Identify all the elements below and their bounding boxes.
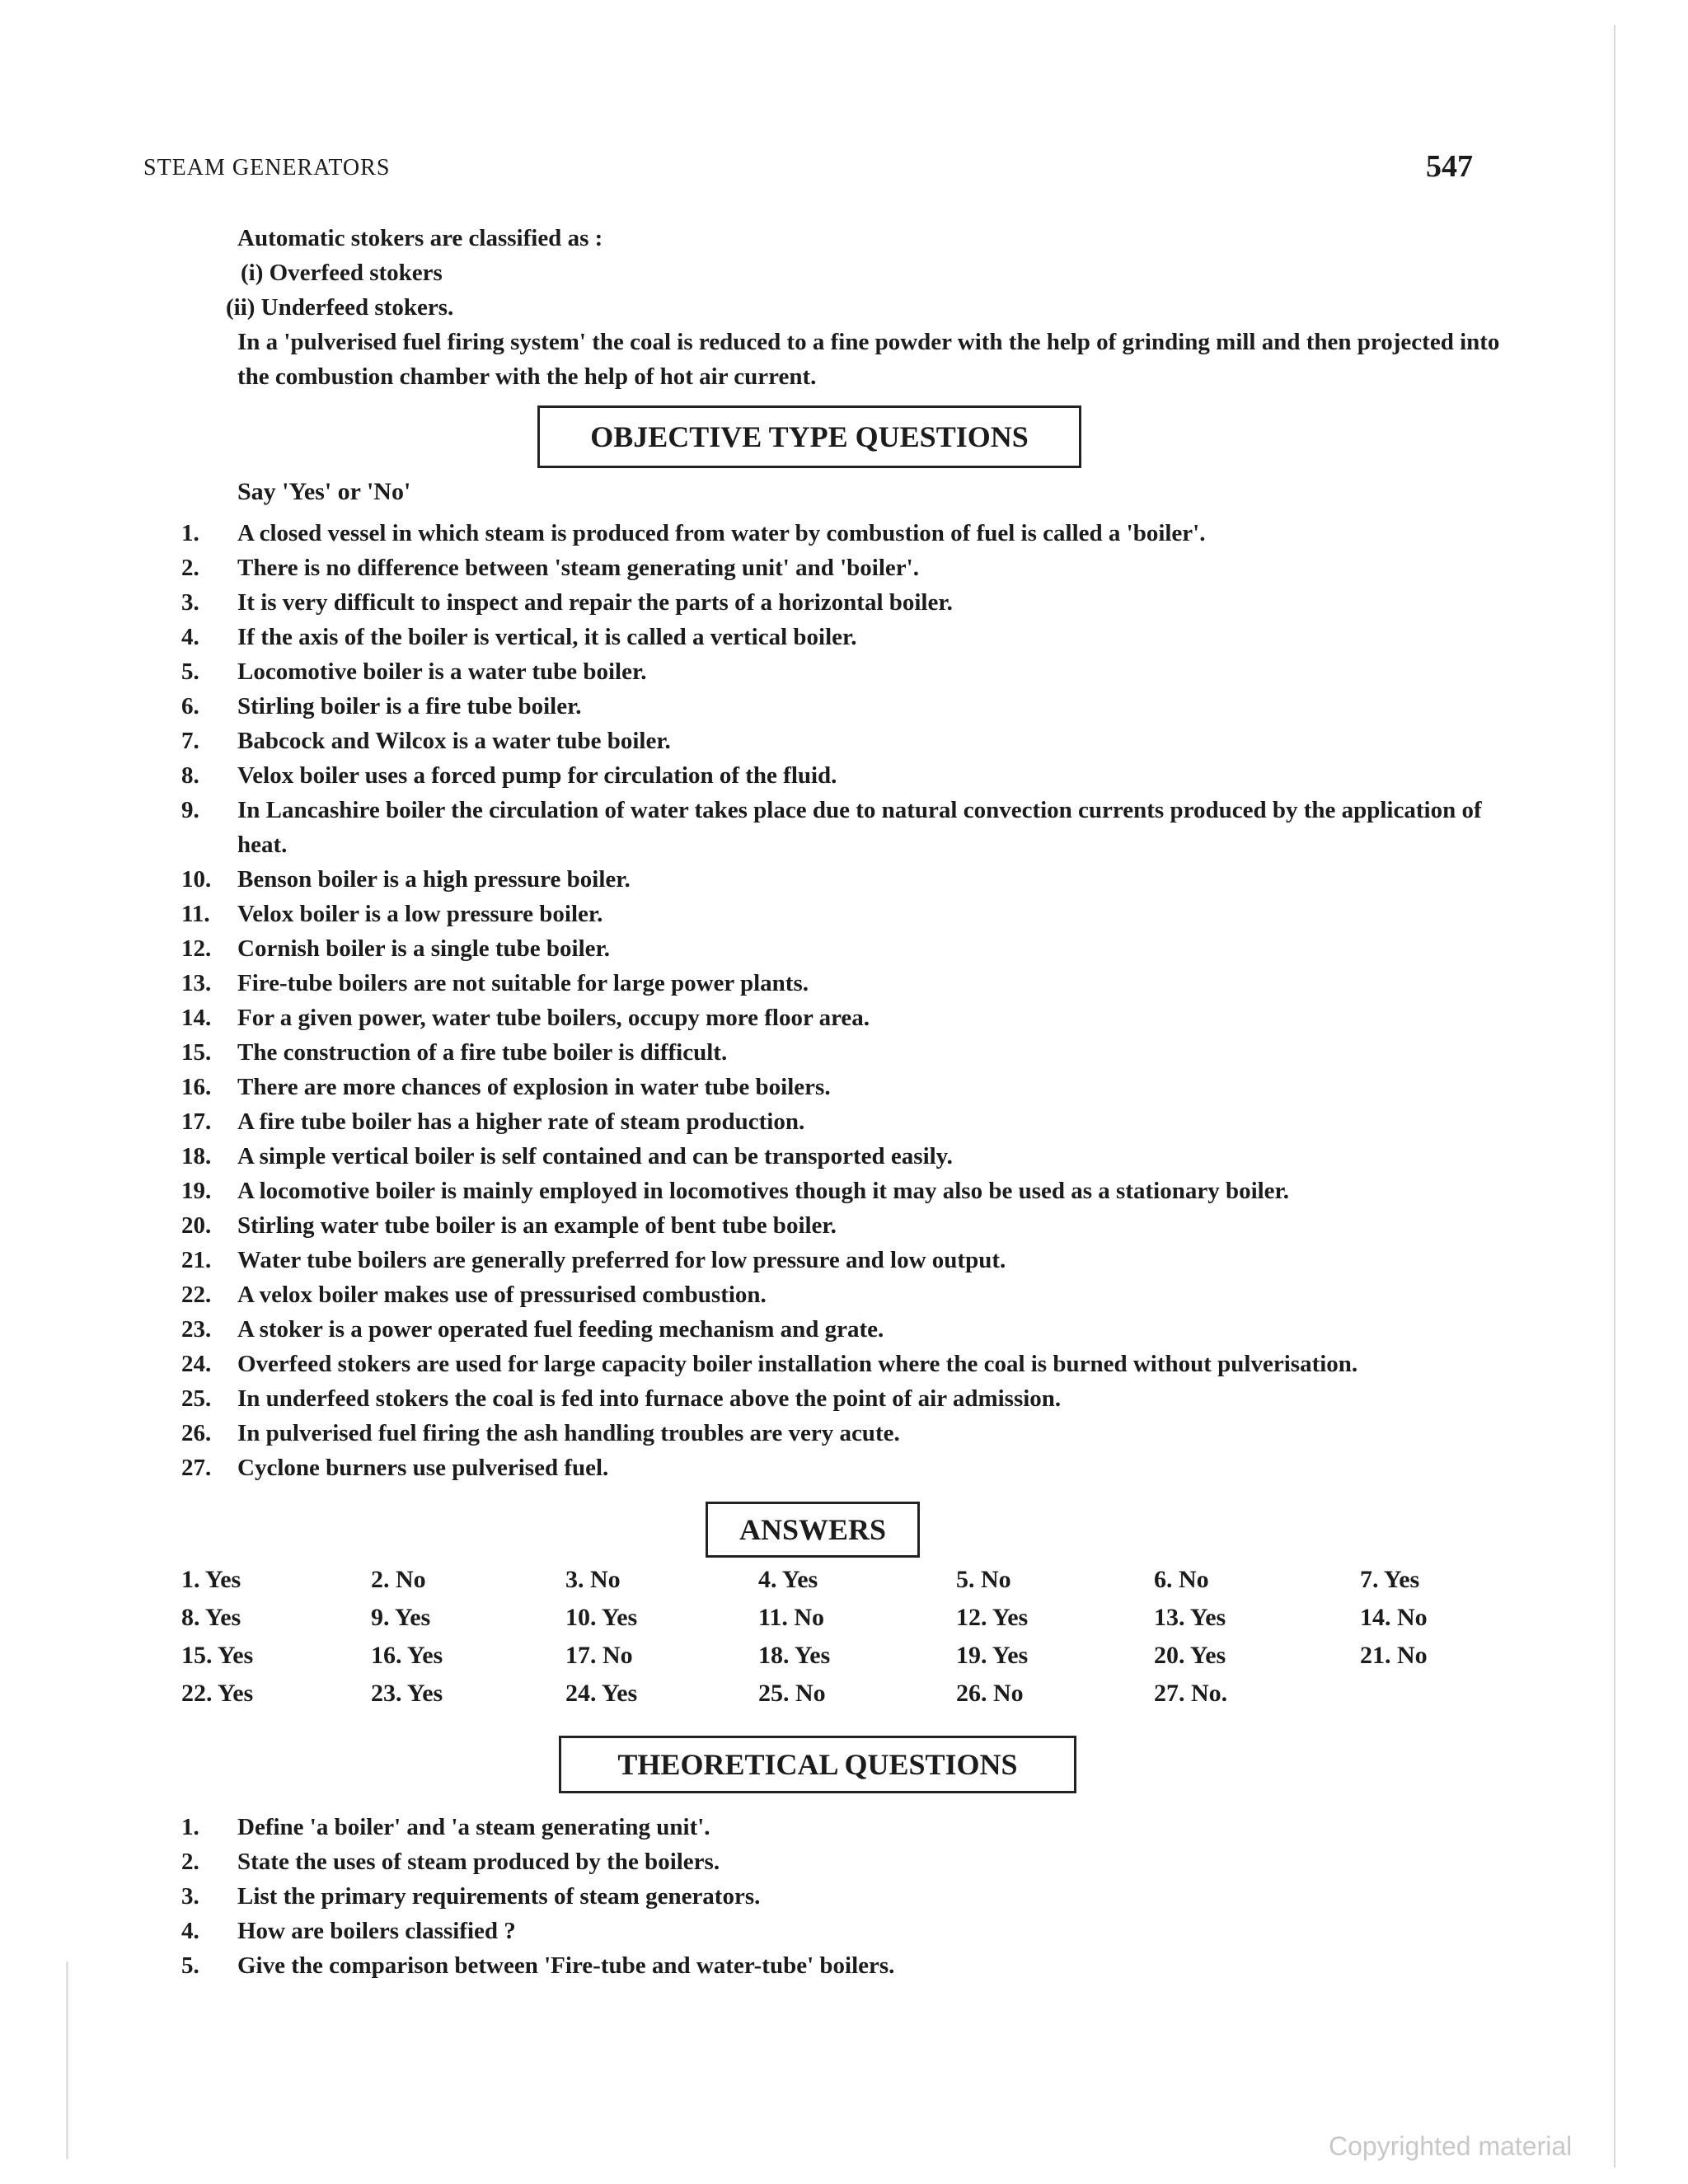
question-number: 17.	[181, 1108, 212, 1135]
objective-question	[181, 862, 1517, 897]
objective-question	[181, 1035, 1517, 1070]
theoretical-question	[181, 1844, 1517, 1879]
answer-row	[181, 1604, 1517, 1642]
answer-row	[181, 1642, 1517, 1680]
question-text: There is no difference between 'steam generating unit' and 'boiler'.	[237, 555, 919, 581]
theoretical-heading: THEORETICAL QUESTIONS	[559, 1736, 1076, 1793]
stoker-classification-lead: Automatic stokers are classified as :	[237, 225, 603, 251]
question-number: 4.	[181, 1918, 199, 1944]
answer-item: 5. No	[956, 1566, 1011, 1593]
question-number: 26.	[181, 1420, 212, 1446]
question-text: A locomotive boiler is mainly employed in locomotives though it may also be used as a stationary boiler.	[237, 1178, 1290, 1204]
question-text: In pulverised fuel firing the ash handling troubles are very acute.	[237, 1420, 900, 1446]
question-text: For a given power, water tube boilers, occupy more floor area.	[237, 1005, 870, 1031]
theoretical-question	[181, 1810, 1517, 1844]
pulverised-term: 'pulverised fuel firing system'	[284, 329, 586, 355]
objective-question	[181, 1312, 1517, 1347]
question-text: Benson boiler is a high pressure boiler.	[237, 866, 631, 893]
pulverised-rest: the coal is reduced to a fine powder with the help of grinding mill and then projected into the combustion chamber with the help of hot air current.	[237, 329, 1500, 390]
theoretical-question-list	[181, 1810, 1517, 1983]
answer-item: 16. Yes	[371, 1642, 443, 1669]
answer-item: 12. Yes	[956, 1604, 1029, 1631]
answer-item: 2. No	[371, 1566, 426, 1593]
objective-question	[181, 1243, 1517, 1277]
stoker-type-i: (i) Overfeed stokers	[241, 260, 443, 286]
question-number: 5.	[181, 658, 199, 685]
question-number: 24.	[181, 1351, 212, 1377]
answer-item: 1. Yes	[181, 1566, 241, 1593]
objective-question	[181, 1416, 1517, 1451]
question-number: 3.	[181, 1883, 199, 1910]
copyright-watermark: Copyrighted material	[1329, 2131, 1573, 2161]
question-text: Give the comparison between 'Fire-tube and water-tube' boilers.	[237, 1952, 895, 1979]
answer-item: 23. Yes	[371, 1680, 443, 1707]
question-number: 9.	[181, 797, 199, 823]
question-number: 20.	[181, 1212, 212, 1239]
pulverised-fuel-paragraph	[237, 325, 1507, 394]
objective-question	[181, 1174, 1517, 1208]
question-number: 1.	[181, 1814, 199, 1840]
objective-question	[181, 793, 1517, 862]
question-number: 13.	[181, 970, 212, 996]
question-number: 5.	[181, 1952, 199, 1979]
question-number: 15.	[181, 1039, 212, 1066]
page-edge-line	[1614, 25, 1615, 2168]
question-text: How are boilers classified ?	[237, 1918, 516, 1944]
question-number: 2.	[181, 1849, 199, 1875]
objective-question	[181, 620, 1517, 654]
answer-item: 21. No	[1360, 1642, 1428, 1669]
question-text: Fire-tube boilers are not suitable for large power plants.	[237, 970, 809, 996]
objective-question	[181, 551, 1517, 585]
objective-question-list	[181, 516, 1517, 1485]
question-text: The construction of a fire tube boiler is difficult.	[237, 1039, 728, 1066]
question-text: There are more chances of explosion in water tube boilers.	[237, 1074, 831, 1100]
question-text: Velox boiler is a low pressure boiler.	[237, 901, 603, 927]
question-text: A stoker is a power operated fuel feeding mechanism and grate.	[237, 1316, 884, 1343]
answer-item: 13. Yes	[1154, 1604, 1226, 1631]
answer-item: 4. Yes	[758, 1566, 818, 1593]
objective-question	[181, 1277, 1517, 1312]
question-number: 6.	[181, 693, 199, 719]
question-number: 2.	[181, 555, 199, 581]
answer-item: 17. No	[565, 1642, 633, 1669]
objective-instruction: Say 'Yes' or 'No'	[237, 478, 411, 505]
intro-paragraph	[226, 221, 1507, 394]
objective-question	[181, 758, 1517, 793]
answer-item: 8. Yes	[181, 1604, 241, 1631]
question-text: A simple vertical boiler is self contained and can be transported easily.	[237, 1143, 953, 1169]
answers-grid	[181, 1566, 1517, 1718]
answer-item: 6. No	[1154, 1566, 1209, 1593]
question-text: Velox boiler uses a forced pump for circulation of the fluid.	[237, 762, 837, 789]
answer-item: 18. Yes	[758, 1642, 831, 1669]
answer-item: 22. Yes	[181, 1680, 254, 1707]
objective-question	[181, 1451, 1517, 1485]
answer-item: 9. Yes	[371, 1604, 431, 1631]
question-text: A velox boiler makes use of pressurised combustion.	[237, 1282, 767, 1308]
question-text: Locomotive boiler is a water tube boiler.	[237, 658, 647, 685]
objective-question	[181, 1381, 1517, 1416]
question-number: 22.	[181, 1282, 212, 1308]
answer-item: 10. Yes	[565, 1604, 638, 1631]
answer-item: 25. No	[758, 1680, 826, 1707]
question-number: 14.	[181, 1005, 212, 1031]
question-number: 4.	[181, 624, 199, 650]
question-text: Stirling water tube boiler is an example of bent tube boiler.	[237, 1212, 837, 1239]
answer-item: 24. Yes	[565, 1680, 638, 1707]
question-text: Cornish boiler is a single tube boiler.	[237, 935, 610, 962]
stoker-type-ii: (ii) Underfeed stokers.	[226, 294, 454, 321]
theoretical-question	[181, 1948, 1517, 1983]
objective-heading: OBJECTIVE TYPE QUESTIONS	[537, 405, 1081, 468]
question-text: State the uses of steam produced by the boilers.	[237, 1849, 720, 1875]
answer-item: 19. Yes	[956, 1642, 1029, 1669]
question-number: 19.	[181, 1178, 212, 1204]
question-text: Water tube boilers are generally preferred for low pressure and low output.	[237, 1247, 1006, 1273]
question-number: 21.	[181, 1247, 212, 1273]
answer-item: 11. No	[758, 1604, 825, 1631]
answer-item: 14. No	[1360, 1604, 1428, 1631]
objective-question	[181, 1208, 1517, 1243]
answer-row	[181, 1680, 1517, 1718]
question-text: Define 'a boiler' and 'a steam generating unit'.	[237, 1814, 710, 1840]
question-text: If the axis of the boiler is vertical, it is called a vertical boiler.	[237, 624, 857, 650]
objective-question	[181, 1347, 1517, 1381]
pulverised-prefix: In a	[237, 329, 284, 355]
objective-question	[181, 1070, 1517, 1104]
question-text: Babcock and Wilcox is a water tube boiler.	[237, 728, 671, 754]
answer-item: 26. No	[956, 1680, 1024, 1707]
question-number: 10.	[181, 866, 212, 893]
objective-question	[181, 1104, 1517, 1139]
question-number: 27.	[181, 1455, 212, 1481]
question-number: 3.	[181, 589, 199, 616]
answers-heading: ANSWERS	[706, 1502, 920, 1558]
theoretical-question	[181, 1879, 1517, 1914]
answer-item: 27. No.	[1154, 1680, 1228, 1707]
question-text: In underfeed stokers the coal is fed into furnace above the point of air admission.	[237, 1385, 1062, 1412]
question-text: A closed vessel in which steam is produced from water by combustion of fuel is called a 'boiler'.	[237, 520, 1206, 546]
question-text: A fire tube boiler has a higher rate of steam production.	[237, 1108, 805, 1135]
question-number: 18.	[181, 1143, 212, 1169]
question-number: 7.	[181, 728, 199, 754]
answer-item: 7. Yes	[1360, 1566, 1420, 1593]
objective-question	[181, 724, 1517, 758]
objective-question	[181, 689, 1517, 724]
question-number: 12.	[181, 935, 212, 962]
question-number: 25.	[181, 1385, 212, 1412]
objective-question	[181, 897, 1517, 931]
question-number: 11.	[181, 901, 210, 927]
question-text: It is very difficult to inspect and repair the parts of a horizontal boiler.	[237, 589, 953, 616]
question-number: 8.	[181, 762, 199, 789]
objective-question	[181, 931, 1517, 966]
question-text: Cyclone burners use pulverised fuel.	[237, 1455, 609, 1481]
question-text: List the primary requirements of steam generators.	[237, 1883, 761, 1910]
answer-item: 3. No	[565, 1566, 621, 1593]
page-number: 547	[1426, 149, 1473, 184]
running-header: STEAM GENERATORS	[143, 155, 391, 180]
answer-row	[181, 1566, 1517, 1604]
question-number: 16.	[181, 1074, 212, 1100]
answer-item: 20. Yes	[1154, 1642, 1226, 1669]
page-edge-line	[66, 1961, 68, 2159]
objective-question	[181, 1001, 1517, 1035]
theoretical-question	[181, 1914, 1517, 1948]
question-number: 23.	[181, 1316, 212, 1343]
objective-question	[181, 516, 1517, 551]
objective-question	[181, 1139, 1517, 1174]
question-text: Stirling boiler is a fire tube boiler.	[237, 693, 582, 719]
answer-item: 15. Yes	[181, 1642, 254, 1669]
objective-question	[181, 585, 1517, 620]
question-number: 1.	[181, 520, 199, 546]
question-text: Overfeed stokers are used for large capacity boiler installation where the coal is burned without pulverisation.	[237, 1351, 1358, 1377]
question-text: In Lancashire boiler the circulation of water takes place due to natural convection currents produced by the application of heat.	[237, 797, 1482, 858]
objective-question	[181, 966, 1517, 1001]
objective-question	[181, 654, 1517, 689]
